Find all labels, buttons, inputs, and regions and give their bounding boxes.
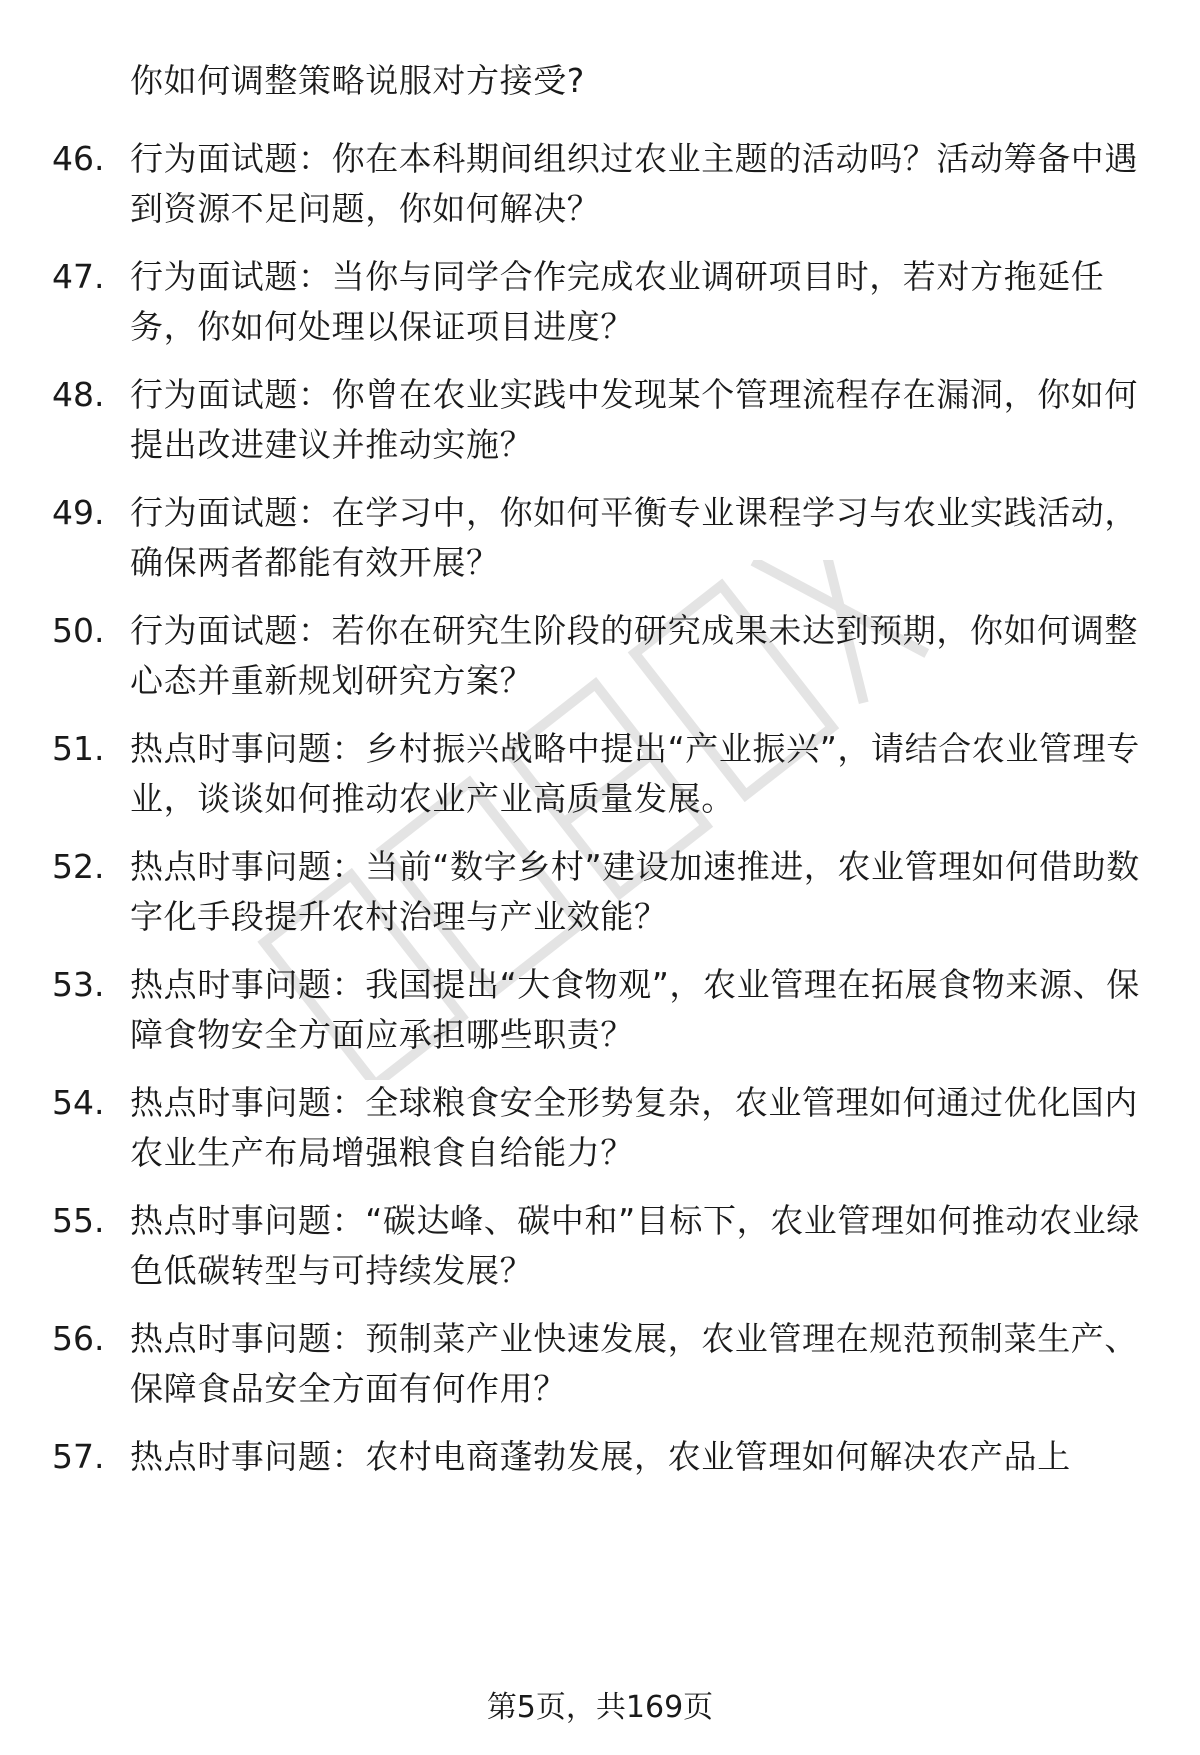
item-text: 热点时事问题：当前“数字乡村”建设加速推进，农业管理如何借助数字化手段提升农村治理与产业效能？: [130, 847, 1140, 936]
item-number: 47.: [52, 257, 105, 296]
item-text: 行为面试题：当你与同学合作完成农业调研项目时，若对方拖延任务，你如何处理以保证项目进度？: [130, 257, 1105, 346]
item-text: 热点时事问题：我国提出“大食物观”，农业管理在拓展食物来源、保障食物安全方面应承担哪些职责？: [130, 965, 1140, 1054]
item-number: 53.: [52, 965, 105, 1004]
item-number: 51.: [52, 729, 105, 768]
list-item: [52, 134, 1142, 234]
item-number: 56.: [52, 1319, 105, 1358]
item-number: 55.: [52, 1201, 105, 1240]
item-text: 热点时事问题：全球粮食安全形势复杂，农业管理如何通过优化国内农业生产布局增强粮食自给能力？: [130, 1083, 1138, 1172]
item-text: 行为面试题：若你在研究生阶段的研究成果未达到预期，你如何调整心态并重新规划研究方案？: [130, 611, 1138, 700]
list-item: [52, 606, 1142, 706]
list-item: [52, 960, 1142, 1060]
item-text: 行为面试题：你曾在农业实践中发现某个管理流程存在漏洞，你如何提出改进建议并推动实施？: [130, 375, 1138, 464]
list-item: [52, 1314, 1142, 1414]
list-item: [52, 252, 1142, 352]
item-text: 热点时事问题：乡村振兴战略中提出“产业振兴”，请结合农业管理专业，谈谈如何推动农业产业高质量发展。: [130, 729, 1140, 818]
question-list: [52, 56, 1142, 1500]
item-number: 49.: [52, 493, 105, 532]
list-item: [52, 1432, 1142, 1482]
item-text: 热点时事问题：农村电商蓬勃发展，农业管理如何解决农产品上: [130, 1437, 1071, 1476]
continuation-text: 你如何调整策略说服对方接受?: [130, 61, 585, 100]
item-text: 行为面试题：你在本科期间组织过农业主题的活动吗？活动筹备中遇到资源不足问题，你如何解决？: [130, 139, 1138, 228]
item-number: 48.: [52, 375, 105, 414]
item-number: 50.: [52, 611, 105, 650]
list-item: [52, 370, 1142, 470]
list-item: [52, 488, 1142, 588]
item-number: 57.: [52, 1437, 105, 1476]
page-footer: 第5页，共169页: [486, 1690, 714, 1725]
item-text: 热点时事问题：预制菜产业快速发展，农业管理在规范预制菜生产、保障食品安全方面有何作用？: [130, 1319, 1138, 1408]
item-text: 行为面试题：在学习中，你如何平衡专业课程学习与农业实践活动，确保两者都能有效开展？: [130, 493, 1138, 582]
item-text: 热点时事问题：“碳达峰、碳中和”目标下，农业管理如何推动农业绿色低碳转型与可持续发展？: [130, 1201, 1140, 1290]
item-number: 54.: [52, 1083, 105, 1122]
list-item: [52, 842, 1142, 942]
item-number: 46.: [52, 139, 105, 178]
item-number: 52.: [52, 847, 105, 886]
list-item: [52, 724, 1142, 824]
list-item: [52, 1078, 1142, 1178]
continuation-item: [52, 56, 1142, 106]
list-item: [52, 1196, 1142, 1296]
